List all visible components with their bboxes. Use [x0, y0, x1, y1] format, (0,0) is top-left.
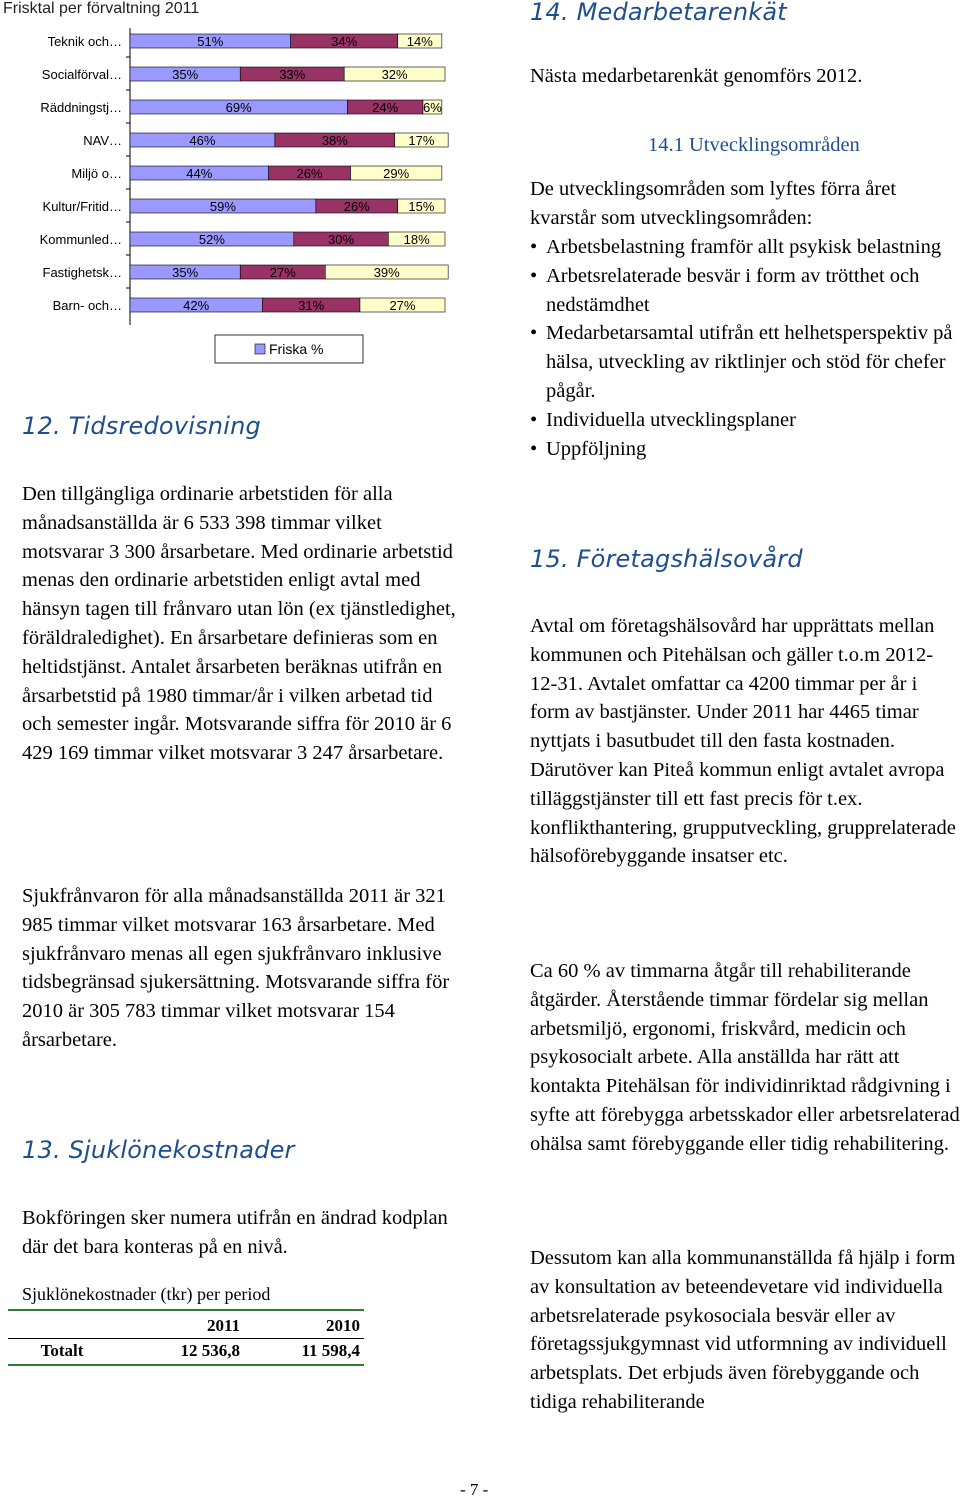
section-14-paragraph: Nästa medarbetarenkät genomförs 2012. [530, 65, 863, 87]
data-label: 51% [197, 34, 224, 49]
section-15-paragraph-2: Ca 60 % av timmarna åtgår till rehabiliterande åtgärder. Återstående timmar fördelar sig mellan arbetsmiljö, ergonomi, friskvård, medicin och psykosocialt arbete. Alla anställda har rätt att kontakta Pitehälsan för individinriktad rådgivning i syfte att förebygga arbetsskador eller arbetsrelaterad ohälsa samt förebyggande eller tidig rehabilitering. [530, 960, 960, 1155]
page-number: - 7 - [460, 1480, 489, 1499]
section-13-paragraph: Bokföringen sker numera utifrån en ändrad kodplan där det bara konteras på en nivå. [22, 1207, 448, 1258]
section-14-title: 14. Medarbetarenkät [530, 0, 787, 26]
table-bottom-rule [8, 1364, 364, 1366]
section-13-title: 13. Sjuklönekostnader [22, 1136, 295, 1164]
data-label: 44% [186, 166, 213, 181]
section-14-1-title: 14.1 Utvecklingsområden [648, 134, 860, 156]
list-item: • Individuella utvecklingsplaner [530, 406, 960, 435]
category-label: Fastighetsk… [42, 265, 122, 280]
data-label: 32% [381, 67, 408, 82]
data-label: 14% [406, 34, 433, 49]
table-header-2010: 2010 [326, 1316, 360, 1335]
data-label: 15% [408, 199, 435, 214]
list-item: • Uppföljning [530, 435, 960, 464]
list-item: • Arbetsrelaterade besvär i form av trötthet och nedstämdhet [530, 262, 960, 320]
table-row [8, 1339, 364, 1364]
data-label: 52% [198, 232, 225, 247]
chart-title: Frisktal per förvaltning 2011 [3, 0, 200, 17]
table-header-empty [8, 1314, 116, 1339]
table-header-2011: 2011 [206, 1316, 240, 1335]
data-label: 29% [383, 166, 410, 181]
table-top-rule [8, 1309, 364, 1311]
section-12-paragraph-1: Den tillgängliga ordinarie arbetstiden för alla månadsanställda är 6 533 398 timmar vilket motsvarar 3 300 årsarbetare. Med ordinarie arbetstid menas den ordinarie arbetstiden enligt avtal med hänsyn tagen till frånvaro utan lön (ex tjänstledighet, föräldraledighet). En årsarbetare definieras som en heltidstjänst. Antalet årsarbeten beräknas utifrån en årsarbetstid på 1980 timmar/år i vilken arbetad tid och semester ingår. Motsvarande siffra för 2010 är 6 429 169 timmar vilket motsvarar 3 247 årsarbetare. [22, 483, 456, 765]
sjuklon-table [8, 1314, 364, 1363]
data-label: 18% [403, 232, 430, 247]
table-caption: Sjuklönekostnader (tkr) per period [22, 1284, 271, 1304]
category-label: NAV… [83, 133, 122, 148]
data-label: 26% [296, 166, 323, 181]
data-label: 24% [372, 100, 399, 115]
section-15-paragraph-3: Dessutom kan alla kommunanställda få hjälp i form av konsultation av beteendevetare vid individuella arbetsrelaterade psykosociala besvär eller av företagssjukgymnast vid utformning av individuell arbetsplats. Det erbjuds även förebyggande och tidiga rehabiliterande [530, 1247, 956, 1413]
data-label: 69% [225, 100, 252, 115]
list-item: • Medarbetarsamtal utifrån ett helhetsperspektiv på hälsa, utveckling av riktlinjer och stöd för chefer pågår. [530, 319, 960, 405]
table-header-row [8, 1314, 364, 1339]
data-label: 31% [298, 298, 325, 313]
legend-label: Friska % [269, 341, 324, 357]
data-label: 46% [189, 133, 216, 148]
legend-swatch [255, 344, 265, 354]
list-item: • Arbetsbelastning framför allt psykisk belastning [530, 233, 960, 262]
data-label: 38% [321, 133, 348, 148]
data-label: 27% [269, 265, 296, 280]
table-cell-2010: 11 598,4 [301, 1341, 360, 1360]
table-cell-2011: 12 536,8 [180, 1341, 240, 1360]
data-label: 26% [343, 199, 370, 214]
category-label: Barn- och… [52, 298, 122, 313]
data-label: 39% [373, 265, 400, 280]
data-label: 17% [408, 133, 435, 148]
category-label: Miljö o… [71, 166, 122, 181]
category-label: Teknik och… [47, 34, 122, 49]
frisktal-chart [0, 28, 470, 368]
data-label: 27% [389, 298, 416, 313]
section-15-paragraph-1: Avtal om företagshälsovård har upprättats mellan kommunen och Pitehälsan och gäller t.o.m 2012-12-31. Avtalet omfattar ca 4200 timmar per år i form av bastjänster. Under 2011 har 4465 timar nyttjats i basutbudet till den fasta kostnaden. Därutöver kan Piteå kommun enligt avtalet avropa tilläggstjänster till ett fast precis för t.ex. konflikthantering, grupputveckling, grupprelaterade hälsoförebyggande insatser etc. [530, 615, 956, 868]
data-label: 6% [423, 100, 442, 115]
category-label: Kultur/Fritid… [42, 199, 122, 214]
data-label: 34% [331, 34, 358, 49]
category-label: Kommunled… [39, 232, 122, 247]
data-label: 33% [279, 67, 306, 82]
development-list [530, 233, 960, 463]
category-label: Räddningstj… [40, 100, 122, 115]
category-label: Socialförval… [41, 67, 122, 82]
data-label: 35% [172, 67, 199, 82]
data-label: 35% [172, 265, 199, 280]
data-label: 30% [328, 232, 355, 247]
section-12-title: 12. Tidsredovisning [22, 412, 261, 440]
section-15-title: 15. Företagshälsovård [530, 545, 803, 573]
data-label: 42% [183, 298, 210, 313]
table-cell-label: Totalt [40, 1341, 84, 1360]
section-12-paragraph-2: Sjukfrånvaron för alla månadsanställda 2011 är 321 985 timmar vilket motsvarar 163 årsarbetare. Med sjukfrånvaro menas all egen sjukfrånvaro inklusive tidsbegränsad sjukersättning. Motsvarande siffra för 2010 är 305 783 timmar vilket motsvarar 154 årsarbetare. [22, 885, 450, 1051]
section-14-1-intro: De utvecklingsområden som lyftes förra året kvarstår som utvecklingsområden: [530, 178, 897, 229]
data-label: 59% [209, 199, 236, 214]
